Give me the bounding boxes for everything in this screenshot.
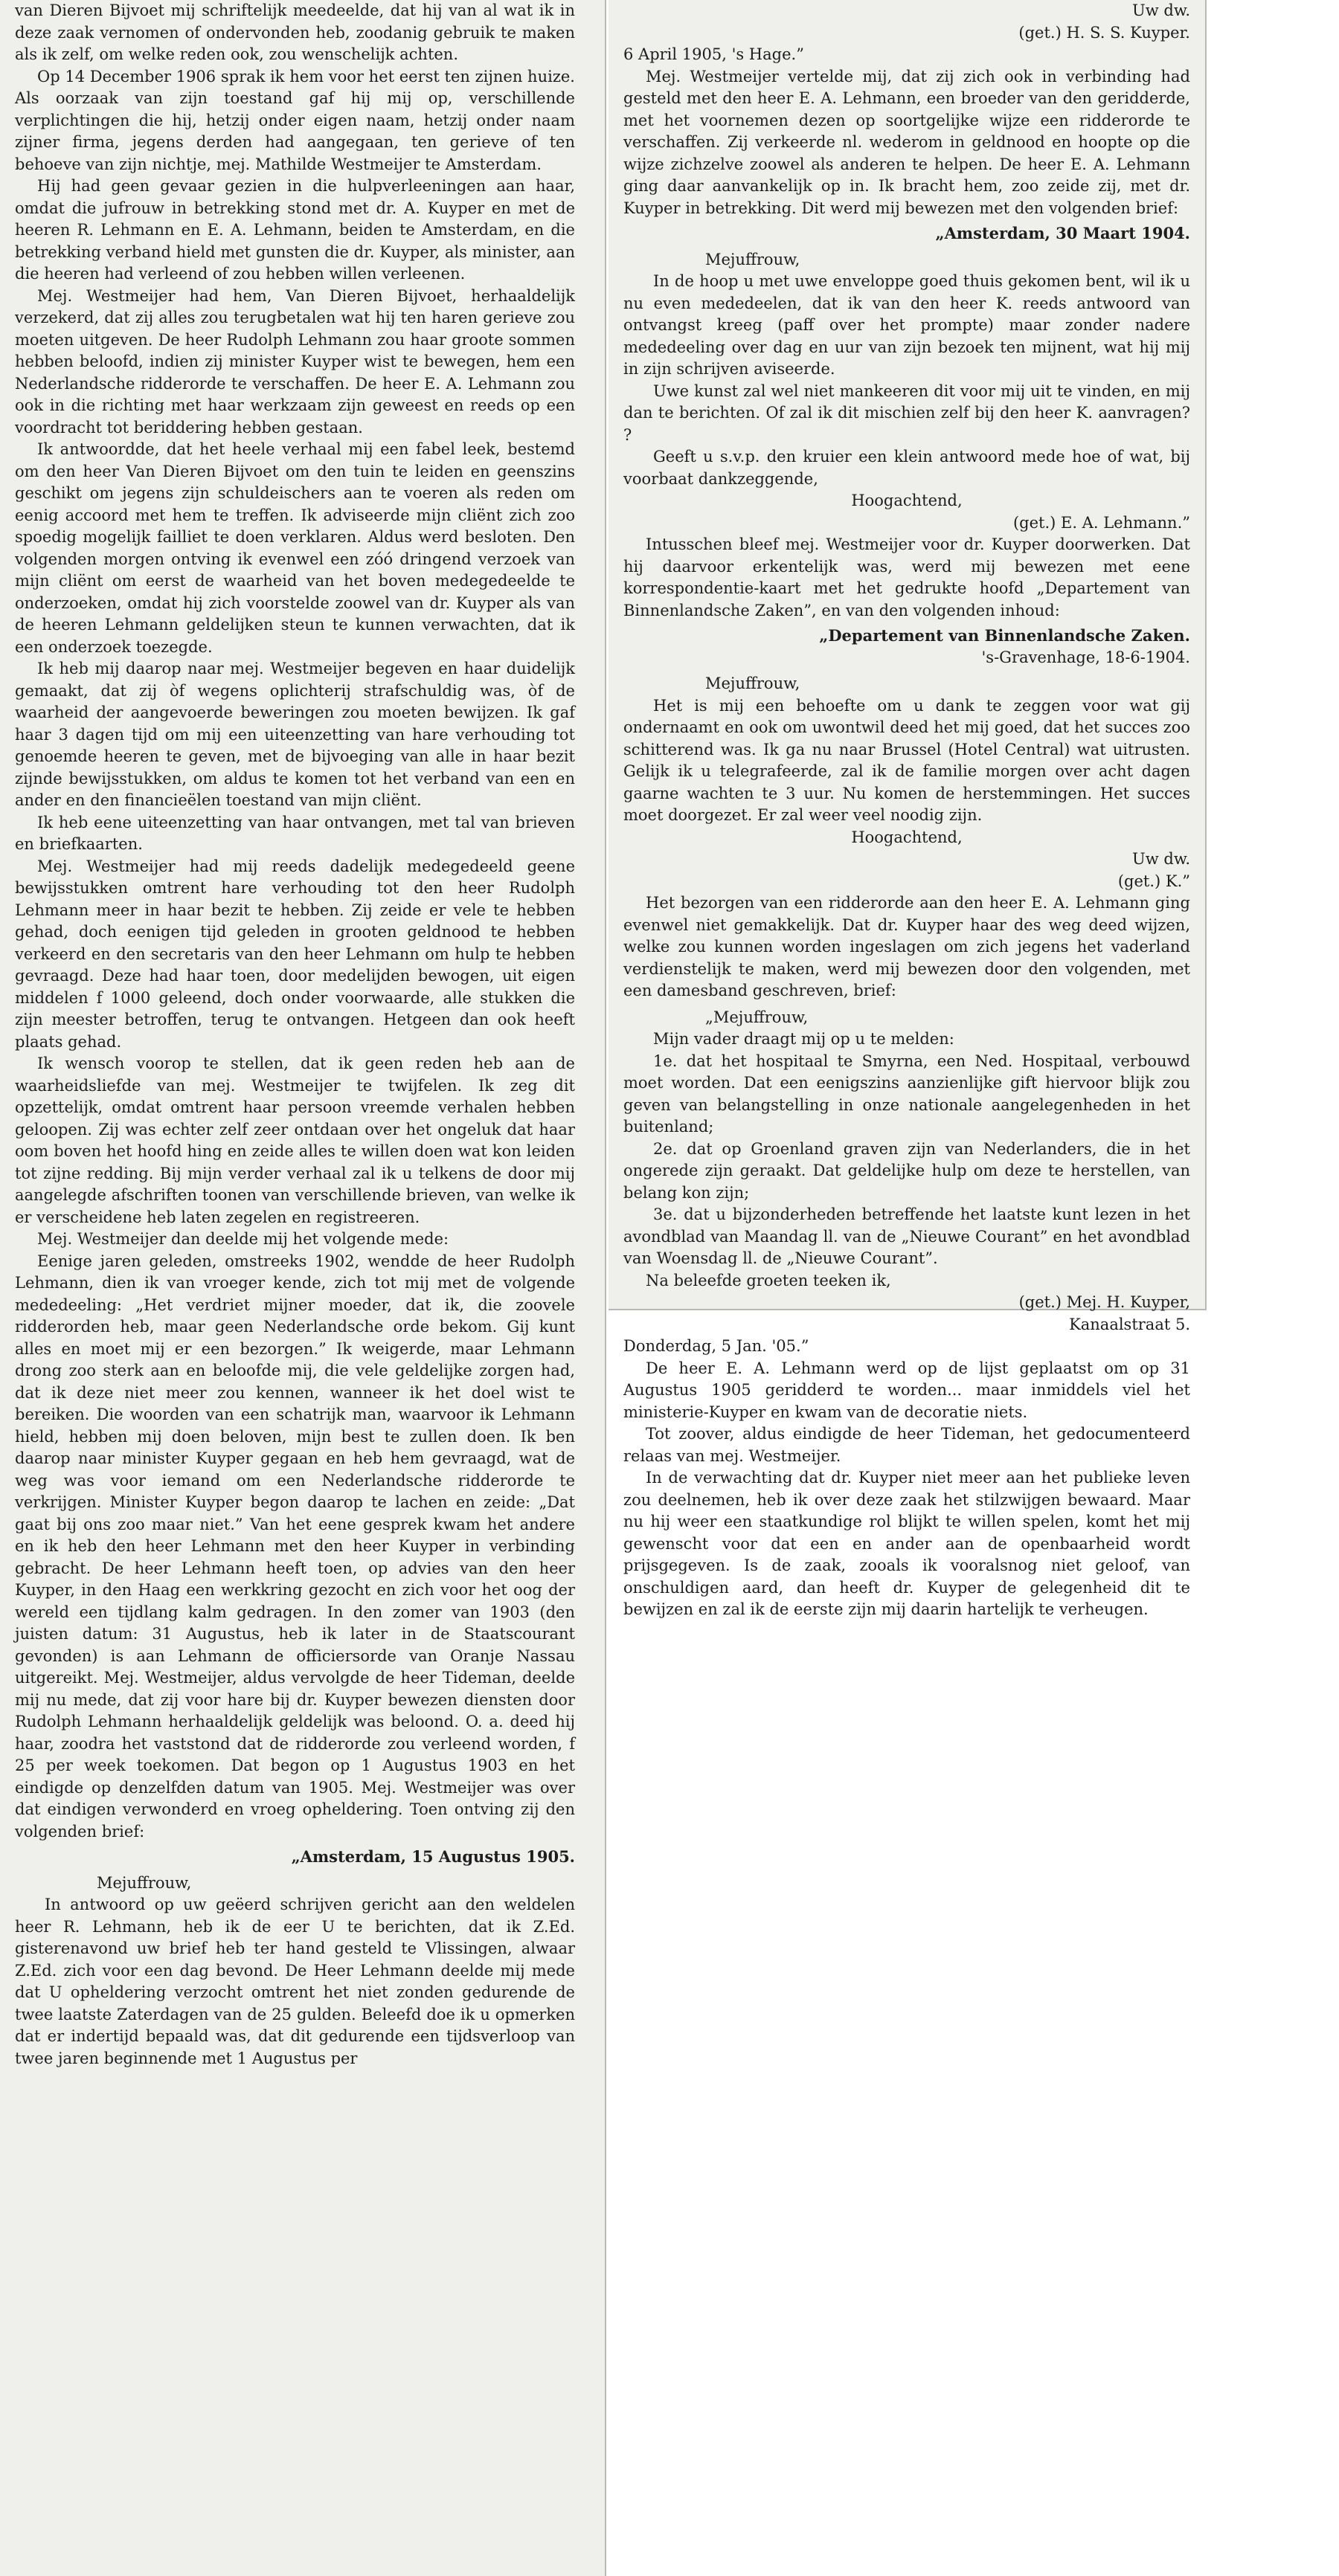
right-column-paragraph: Uw dw. <box>1132 1 1190 19</box>
right-column <box>609 0 1207 1618</box>
right-column-paragraph: Hoogachtend, <box>851 492 963 509</box>
left-column-paragraph: „Amsterdam, 15 Augustus 1905. <box>291 1847 575 1866</box>
right-column-paragraph: De heer E. A. Lehmann werd op de lijst geplaatst om op 31 Augustus 1905 geridderd te worden... maar inmiddels viel het ministerie-Kuyper en kwam van de decoratie niets. <box>623 1359 1190 1421</box>
left-column-paragraph: Mej. Westmeijer had mij reeds dadelijk medegedeeld geene bewijsstukken omtrent hare verhouding tot den heer Rudolph Lehmann meer in haar bezit te hebben. Zij zeide er vele te hebben gehad, doch eenigen tijd geleden in grooten geldnood te hebben verkeerd en den secretaris van den heer Lehmann om hulp te hebben gevraagd. Deze had haar toen, door medelijden bewogen, uit eigen middelen f 1000 geleend, doch onder voorwaarde, alle stukken die zijn meester betroffen, terug te ontvangen. Hetgeen dan ook heeft plaats gehad. <box>15 857 575 1051</box>
right-column-paragraph: „Amsterdam, 30 Maart 1904. <box>935 224 1190 242</box>
right-column-paragraph: (get.) Mej. H. Kuyper, <box>1018 1293 1190 1311</box>
right-column-paragraph: Uwe kunst zal wel niet mankeeren dit voor mij uit te vinden, en mij dan te berichten. Of zal ik dit mischien zelf bij den heer K. aanvragen? ? <box>623 381 1190 444</box>
right-column-paragraph: Tot zoover, aldus eindigde de heer Tideman, het gedocumenteerd relaas van mej. Westmeijer. <box>623 1425 1190 1465</box>
right-column-paragraph: „Mejuffrouw, <box>705 1008 809 1026</box>
left-column-paragraph: Ik wensch voorop te stellen, dat ik geen reden heb aan de waarheidsliefde van mej. Westmeijer te twijfelen. Ik zeg dit opzettelijk, omdat omtrent haar persoon vreemde verhalen hebben geloopen. Zij was echter zelf zeer ontdaan over het ongeluk dat haar oom boven het hoofd hing en zeide alles te willen doen wat kon leiden tot zijne redding. Bij mijn verder verhaal zal ik u telkens de door mij aangelegde afschriften toonen van verschillende brieven, van welke ik er verscheidene heb laten zegelen en registreeren. <box>15 1054 575 1226</box>
right-column-paragraph: Na beleefde groeten teeken ik, <box>646 1271 891 1289</box>
right-column-paragraph: Het bezorgen van een ridderorde aan den heer E. A. Lehmann ging evenwel niet gemakkelijk. Dat dr. Kuyper haar des weg deed wijzen, welke zou kunnen worden ingeslagen om zich jegens het vaderland verdienstelijk te maken, werd mij bewezen door den volgenden, met een damesband geschreven, brief: <box>623 894 1190 999</box>
right-column-paragraph: 2e. dat op Groenland graven zijn van Nederlanders, die in het ongerede zijn geraakt. Dat geldelijke hulp om deze te herstellen, van belang kon zijn; <box>623 1139 1190 1202</box>
right-column-paragraph: 1e. dat het hospitaal te Smyrna, een Ned. Hospitaal, verbouwd moet worden. Dat een eenigszins aanzienlijke gift hiervoor blijk zou geven van belangstelling in onze nationale aangelegenheden in het buitenland; <box>623 1052 1190 1136</box>
right-column-paragraph: Intusschen bleef mej. Westmeijer voor dr. Kuyper doorwerken. Dat hij daarvoor erkentelijk was, werd mij bewezen met eene korrespondentie-kaart met het gedrukte hoofd „Departement van Binnenlandsche Zaken”, en van den volgenden inhoud: <box>623 535 1190 619</box>
left-column-paragraph: van Dieren Bijvoet mij schriftelijk meedeelde, dat hij van al wat ik in deze zaak vernomen of ondervonden heb, zoodanig gebruik te maken als ik zelf, om welke reden ook, zou wenschelijk achten. <box>15 1 575 63</box>
right-column-paragraph: Geeft u s.v.p. den kruier een klein antwoord mede hoe of wat, bij voorbaat dankzeggende, <box>623 448 1190 488</box>
left-column <box>0 0 606 2576</box>
right-column-paragraph: Mijn vader draagt mij op u te melden: <box>653 1030 954 1048</box>
right-column-paragraph: Donderdag, 5 Jan. '05.” <box>623 1337 809 1355</box>
left-column-paragraph: Mej. Westmeijer had hem, Van Dieren Bijvoet, herhaaldelijk verzekerd, dat zij alles zou terugbetalen wat hij ten haren gerieve zou moeten uitgeven. De heer Rudolph Lehmann zou haar groote sommen hebben beloofd, indien zij minister Kuyper wist te bewegen, hem een Nederlandsche ridderorde te verschaffen. De heer E. A. Lehmann zou ook in die richting met haar werkzaam zijn geweest en reeds op een voordracht tot beriddering hebben gestaan. <box>15 286 575 437</box>
right-column-paragraph: Hoogachtend, <box>851 828 963 846</box>
left-column-paragraph: Op 14 December 1906 sprak ik hem voor het eerst ten zijnen huize. Als oorzaak van zijn toestand gaf hij mij op, verschillende verplichtingen die hij, hetzij onder eigen naam, hetzij onder naam zijner firma, jegens derden had aangegaan, ten gerieve of ten behoeve van zijn nichtje, mej. Mathilde Westmeijer te Amsterdam. <box>15 67 575 173</box>
left-column-paragraph: Ik antwoordde, dat het heele verhaal mij een fabel leek, bestemd om den heer Van Dieren Bijvoet om den tuin te leiden en geenszins geschikt om jegens zijn schuldeischers aan te voeren als reden om eenig accoord met hem te treffen. Ik adviseerde mijn cliënt zich zoo spoedig mogelijk failliet te doen verklaren. Aldus werd besloten. Den volgenden morgen ontving ik evenwel een zóó dringend verzoek van mijn cliënt om eerst de waarheid van het boven medegedeelde te onderzoeken, omdat hij zich voorstelde zoowel van dr. Kuyper als van de heeren Lehmann geldelijken steun te kunnen verwachten, dat ik een onderzoek toezegde. <box>15 440 575 656</box>
right-column-paragraph: In de hoop u met uwe enveloppe goed thuis gekomen bent, wil ik u nu even mededeelen, dat ik van den heer K. reeds antwoord van ontvangst kreeg (paff over het prompte) maar zonder nadere mededeeling over dag en uur van zijn bezoek ten mijnent, wat hij mij in zijn schrijven aviseerde. <box>623 272 1190 378</box>
left-column-paragraph: In antwoord op uw geëerd schrijven gericht aan den weldelen heer R. Lehmann, heb ik de eer U te berichten, dat ik Z.Ed. gisterenavond uw brief heb ter hand gesteld te Vlissingen, alwaar Z.Ed. zich voor een dag bevond. De Heer Lehmann deelde mij mede dat U opheldering verzocht omtrent het niet zonden gedurende de twee laatste Zaterdagen van de 25 gulden. Beleefd doe ik u opmerken dat er indertijd bepaald was, dat dit gedurende een tijdsverloop van twee jaren beginnende met 1 Augustus per <box>15 1896 575 2067</box>
left-column-paragraph: Hij had geen gevaar gezien in die hulpverleeningen aan haar, omdat die jufrouw in betrekking stond met dr. A. Kuyper en met de heeren R. Lehmann en E. A. Lehmann, beiden te Amsterdam, en die betrekking verband hield met gunsten die dr. Kuyper, als minister, aan die heeren had verleend of zou hebben willen verleenen. <box>15 177 575 283</box>
left-column-paragraph: Ik heb mij daarop naar mej. Westmeijer begeven en haar duidelijk gemaakt, dat zij òf wegens oplichterij strafschuldig was, òf de waarheid der aangevoerde beweringen zou moeten bewijzen. Ik gaf haar 3 dagen tijd om mij een uiteenzetting van hare verhouding tot genoemde heeren te geven, met de bijvoeging van alle in haar bezit zijnde bewijsstukken, om aldus te komen tot het verband van een en ander en den financieëlen toestand van mijn cliënt. <box>15 660 575 809</box>
right-column-paragraph: Het is mij een behoefte om u dank te zeggen voor wat gij ondernaamt en ook om uwontwil deed het mij goed, dat het succes zoo schitterend was. Ik ga nu naar Brussel (Hotel Central) wat uitrusten. Gelijk ik u telegrafeerde, zal ik de familie morgen over acht dagen gaarne wachten te 3 uur. Nu komen de herstemmingen. Het succes moet doorgezet. Er zal weer veel noodig zijn. <box>623 696 1190 824</box>
right-column-paragraph: Mej. Westmeijer vertelde mij, dat zij zich ook in verbinding had gesteld met den heer E. A. Lehmann, een broeder van den geridderde, met het voornemen dezen op soortgelijke wijze een ridderorde te verschaffen. Zij verkeerde nl. wederom in geldnood en hoopte op die wijze zichzelve zoowel als anderen te helpen. De heer E. A. Lehmann ging daar aanvankelijk op in. Ik bracht hem, zoo zeide zij, met dr. Kuyper in betrekking. Dit werd mij bewezen met den volgenden brief: <box>623 67 1190 217</box>
left-column-paragraph: Ik heb eene uiteenzetting van haar ontvangen, met tal van brieven en briefkaarten. <box>15 813 575 853</box>
right-column-paragraph: (get.) H. S. S. Kuyper. <box>1018 23 1190 42</box>
right-column-paragraph: „Departement van Binnenlandsche Zaken. <box>819 626 1190 645</box>
right-column-paragraph: Mejuffrouw, <box>705 674 800 692</box>
right-column-paragraph: Mejuffrouw, <box>705 250 800 268</box>
left-column-paragraph: Mej. Westmeijer dan deelde mij het volgende mede: <box>37 1230 449 1248</box>
right-column-paragraph: 3e. dat u bijzonderheden betreffende het laatste kunt lezen in het avondblad van Maandag ll. van de „Nieuwe Courant” en het avondblad van Woensdag ll. de „Nieuwe Courant”. <box>623 1205 1190 1267</box>
right-column-paragraph: 6 April 1905, 's Hage.” <box>623 45 804 63</box>
right-column-paragraph: Kanaalstraat 5. <box>1069 1315 1190 1333</box>
left-column-paragraph: Mejuffrouw, <box>97 1873 192 1892</box>
right-column-paragraph: (get.) K.” <box>1117 872 1190 890</box>
right-column-paragraph: Uw dw. <box>1132 850 1190 868</box>
right-column-paragraph: (get.) E. A. Lehmann.” <box>1012 513 1190 532</box>
right-column-paragraph: 's-Gravenhage, 18-6-1904. <box>981 648 1190 666</box>
left-column-paragraph: Eenige jaren geleden, omstreeks 1902, wendde de heer Rudolph Lehmann, dien ik van vroeger kende, zich tot mij met de volgende mededeeling: „Het verdriet mijner moeder, dat ik, die zoovele ridderorden heb, maar geen Nederlandsche orde bekom. Gij kunt alles en moet mij er een bezorgen.” Ik weigerde, maar Lehmann drong zoo sterk aan en beloofde mij, die vele geldelijke zorgen had, dat ik deze niet meer zou kennen, wanneer ik het doel wist te bereiken. Die woorden van een schatrijk man, waarvoor ik Lehmann hield, hebben mij doen beloven, mijn best te zullen doen. Ik ben daarop naar minister Kuyper gegaan en heb hem gevraagd, wat de weg was voor iemand om een Nederlandsche ridderorde te verkrijgen. Minister Kuyper begon daarop te lachen en zeide: „Dat gaat bij ons zoo maar niet.” Van het eene gesprek kwam het andere en ik heb den heer Lehmann met den heer Kuyper in verbinding gebracht. De heer Lehmann heeft toen, op advies van den heer Kuyper, in den Haag een werkkring gezocht en zich voor het oog der wereld een tijdlang kalm gedragen. In den zomer van 1903 (den juisten datum: 31 Augustus, heb ik later in de Staatscourant gevonden) is aan Lehmann de officiersorde van Oranje Nassau uitgereikt. Mej. Westmeijer, aldus vervolgde de heer Tideman, deelde mij nu mede, dat zij voor hare bij dr. Kuyper bewezen diensten door Rudolph Lehmann herhaaldelijk geldelijk was beloond. O. a. deed hij haar, zoodra het vaststond dat de ridderorde zou verleend worden, f 25 per week toekomen. Dat begon op 1 Augustus 1903 en het eindigde op denzelfden datum van 1905. Mej. Westmeijer was over dat eindigen verwonderd en vroeg opheldering. Toen ontving zij den volgenden brief: <box>15 1252 575 1841</box>
right-column-paragraph: In de verwachting dat dr. Kuyper niet meer aan het publieke leven zou deelnemen, heb ik over deze zaak het stilzwijgen bewaard. Maar nu hij weer een staatkundige rol blijkt te willen spelen, komt het mij gewenscht voor dat een en ander aan de openbaarheid wordt prijsgegeven. Is de zaak, zooals ik vooralsnog niet geloof, van onschuldigen aard, dan heeft dr. Kuyper de gelegenheid dit te bewijzen en zal ik de eerste zijn mij daarin hartelijk te verheugen. <box>623 1469 1190 1618</box>
